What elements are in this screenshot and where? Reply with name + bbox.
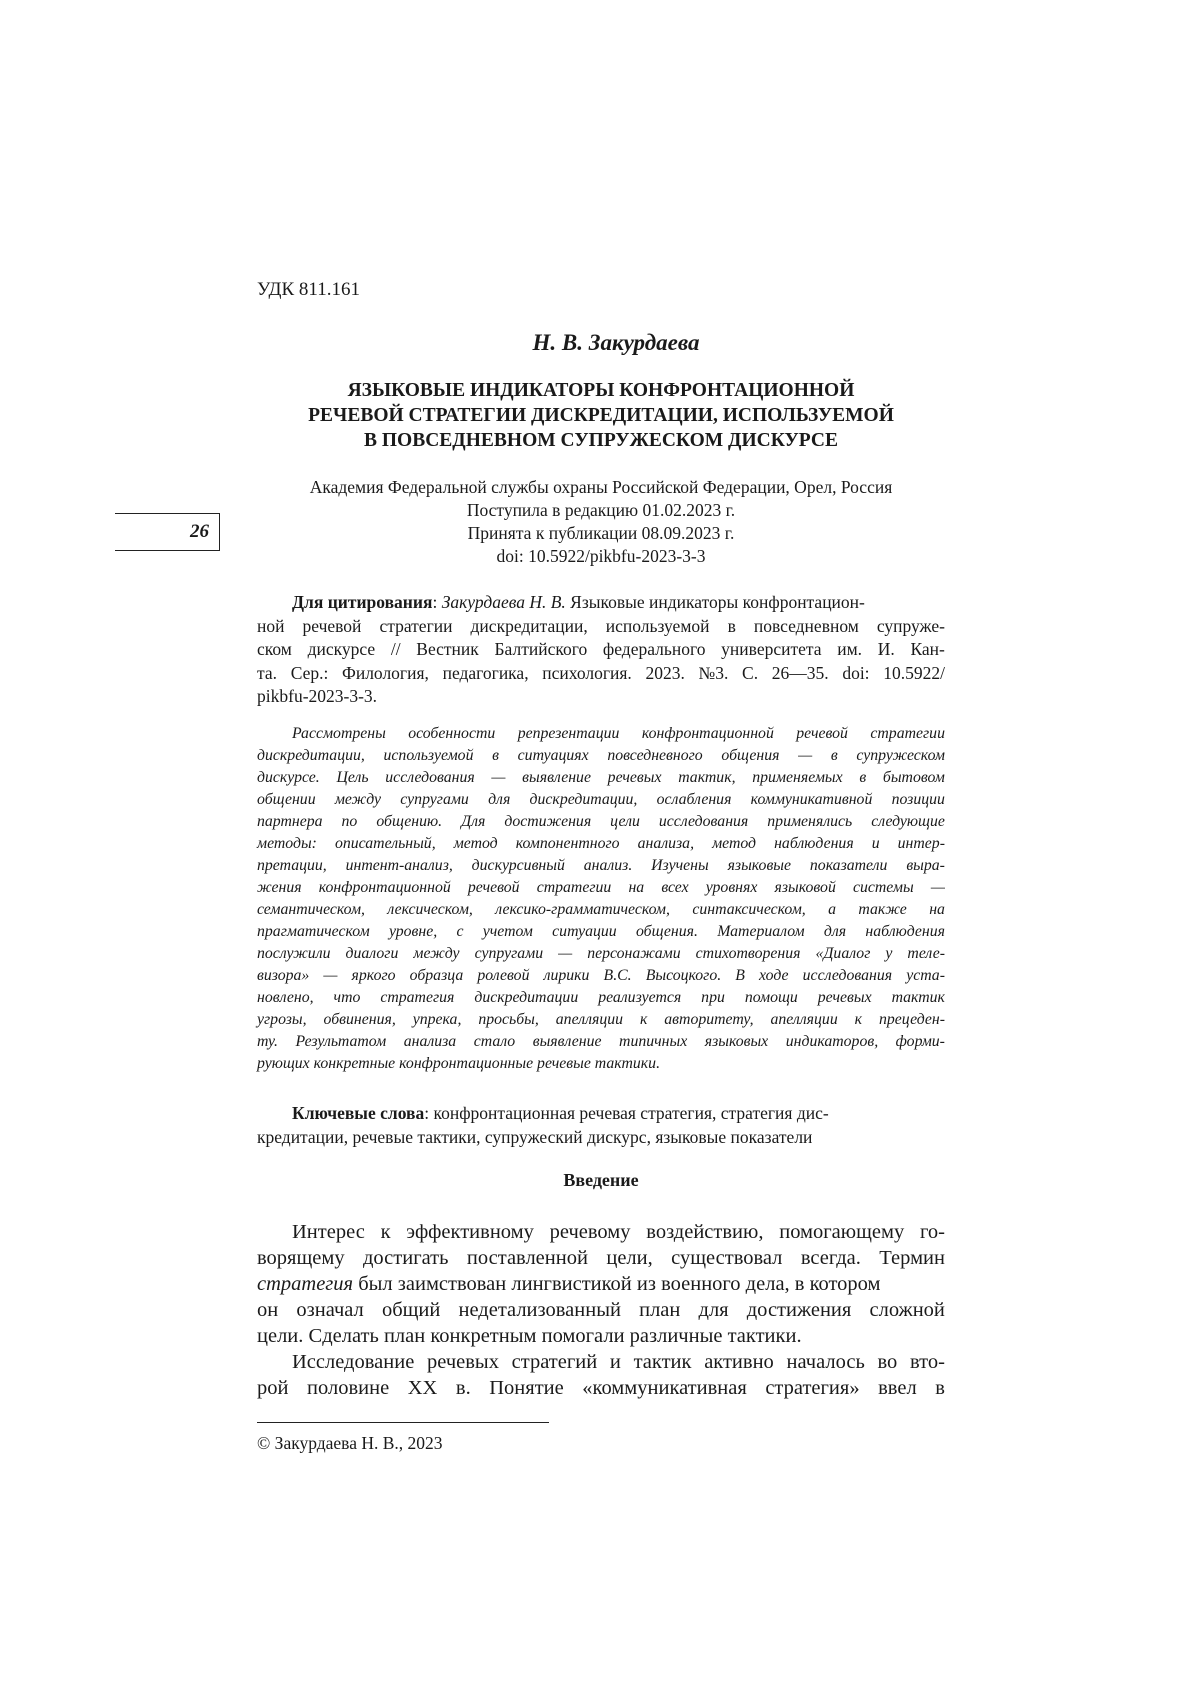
keywords-label: Ключевые слова xyxy=(292,1103,425,1123)
citation-block xyxy=(257,591,945,709)
abstract-line: визора» — яркого образца ролевой лирики В.С. Высоцкого. В ходе исследования уста- xyxy=(257,967,945,984)
keywords-line: Ключевые слова: конфронтационная речевая стратегия, стратегия дис- xyxy=(292,1103,829,1123)
abstract-line: претации, интент-анализ, дискурсивный анализ. Изучены языковые показатели выра- xyxy=(257,857,945,874)
affiliation: Академия Федеральной службы охраны Российской Федерации, Орел, Россия xyxy=(309,477,893,497)
body-line: ворящему достигать поставленной цели, существовал всегда. Термин xyxy=(257,1247,945,1269)
received-date: Поступила в редакцию 01.02.2023 г. xyxy=(466,500,736,520)
article-title xyxy=(257,378,945,453)
citation-line: pikbfu-2023-3-3. xyxy=(257,686,378,706)
udk-code: УДК 811.161 xyxy=(257,279,360,300)
keywords-block xyxy=(257,1101,945,1149)
title-line: В ПОВСЕДНЕВНОМ СУПРУЖЕСКОМ ДИСКУРСЕ xyxy=(364,430,838,451)
abstract-line: жения конфронтационной речевой стратегии на всех уровнях языковой системы — xyxy=(257,879,945,896)
publication-info xyxy=(257,476,945,568)
citation-text: Языковые индикаторы конфронтацион- xyxy=(570,592,865,612)
keywords-text: конфронтационная речевая стратегия, стратегия дис- xyxy=(433,1103,829,1123)
author-name: Н. В. Закурдаева xyxy=(532,330,700,355)
body-text xyxy=(257,1219,945,1401)
citation-line: Для цитирования: Закурдаева Н. В. Языковые индикаторы конфронтацион- xyxy=(292,592,865,612)
body-line-rest: был заимствован лингвистикой из военного дела, в котором xyxy=(358,1273,881,1295)
abstract-line: послужили диалоги между супругами — персонажами стихотворения «Диалог у теле- xyxy=(257,945,945,962)
abstract-line: прагматическом уровне, с учетом ситуации общения. Материалом для наблюдения xyxy=(257,923,945,940)
citation-line: ной речевой стратегии дискредитации, используемой в повседневном супруже- xyxy=(257,615,945,636)
body-line xyxy=(257,1271,945,1297)
accepted-date: Принята к публикации 08.09.2023 г. xyxy=(467,523,735,543)
abstract-line: ту. Результатом анализа стало выявление типичных языковых индикаторов, форми- xyxy=(257,1033,945,1050)
abstract-line: семантическом, лексическом, лексико-грамматическом, синтаксическом, а также на xyxy=(257,901,945,918)
abstract-line: рующих конкретные конфронтационные речевые тактики. xyxy=(257,1055,661,1072)
section-heading: Введение xyxy=(563,1170,639,1190)
doi: doi: 10.5922/pikbfu-2023-3-3 xyxy=(496,546,706,566)
page-number: 26 xyxy=(190,521,209,542)
body-line: Интерес к эффективному речевому воздействию, помогающему го- xyxy=(292,1221,945,1243)
abstract-line: общении между супругами для дискредитации, ослабления коммуникативной позиции xyxy=(257,791,945,808)
page-number-box xyxy=(115,513,220,551)
citation-line: та. Сер.: Филология, педагогика, психология. 2023. №3. С. 26—35. doi: 10.5922/ xyxy=(257,662,945,683)
citation-label: Для цитирования xyxy=(292,592,433,612)
abstract-line: Рассмотрены особенности репрезентации конфронтационной речевой стратегии xyxy=(292,725,945,742)
abstract-line: дискурсе. Цель исследования — выявление речевых тактик, применяемых в бытовом xyxy=(257,769,945,786)
title-line: ЯЗЫКОВЫЕ ИНДИКАТОРЫ КОНФРОНТАЦИОННОЙ xyxy=(347,380,855,401)
footnote-divider xyxy=(257,1422,549,1423)
abstract xyxy=(257,723,945,1075)
body-line: Исследование речевых стратегий и тактик активно началось во вто- xyxy=(292,1351,945,1373)
keywords-line: кредитации, речевые тактики, супружеский дискурс, языковые показатели xyxy=(257,1127,813,1147)
abstract-line: дискредитации, используемой в ситуациях повседневного общения — в супружеском xyxy=(257,747,945,764)
copyright-footnote: © Закурдаева Н. В., 2023 xyxy=(257,1433,443,1453)
title-line: РЕЧЕВОЙ СТРАТЕГИИ ДИСКРЕДИТАЦИИ, ИСПОЛЬЗУЕМОЙ xyxy=(308,405,894,426)
citation-author: Закурдаева Н. В. xyxy=(441,592,566,612)
abstract-line: новлено, что стратегия дискредитации реализуется при помощи речевых тактик xyxy=(257,989,945,1006)
body-line: он означал общий недетализованный план для достижения сложной xyxy=(257,1299,945,1321)
abstract-line: угрозы, обвинения, упрека, просьбы, апелляции к авторитету, апелляции к прецеден- xyxy=(257,1011,945,1028)
body-line: рой половине XX в. Понятие «коммуникативная стратегия» ввел в xyxy=(257,1377,945,1399)
abstract-line: методы: описательный, метод компонентного анализа, метод наблюдения и интер- xyxy=(257,835,945,852)
abstract-line: партнера по общению. Для достижения цели исследования применялись следующие xyxy=(257,813,945,830)
term-strategy: стратегия xyxy=(257,1273,354,1295)
body-line: цели. Сделать план конкретным помогали различные тактики. xyxy=(257,1325,802,1347)
citation-line: ском дискурсе // Вестник Балтийского федерального университета им. И. Кан- xyxy=(257,639,945,659)
